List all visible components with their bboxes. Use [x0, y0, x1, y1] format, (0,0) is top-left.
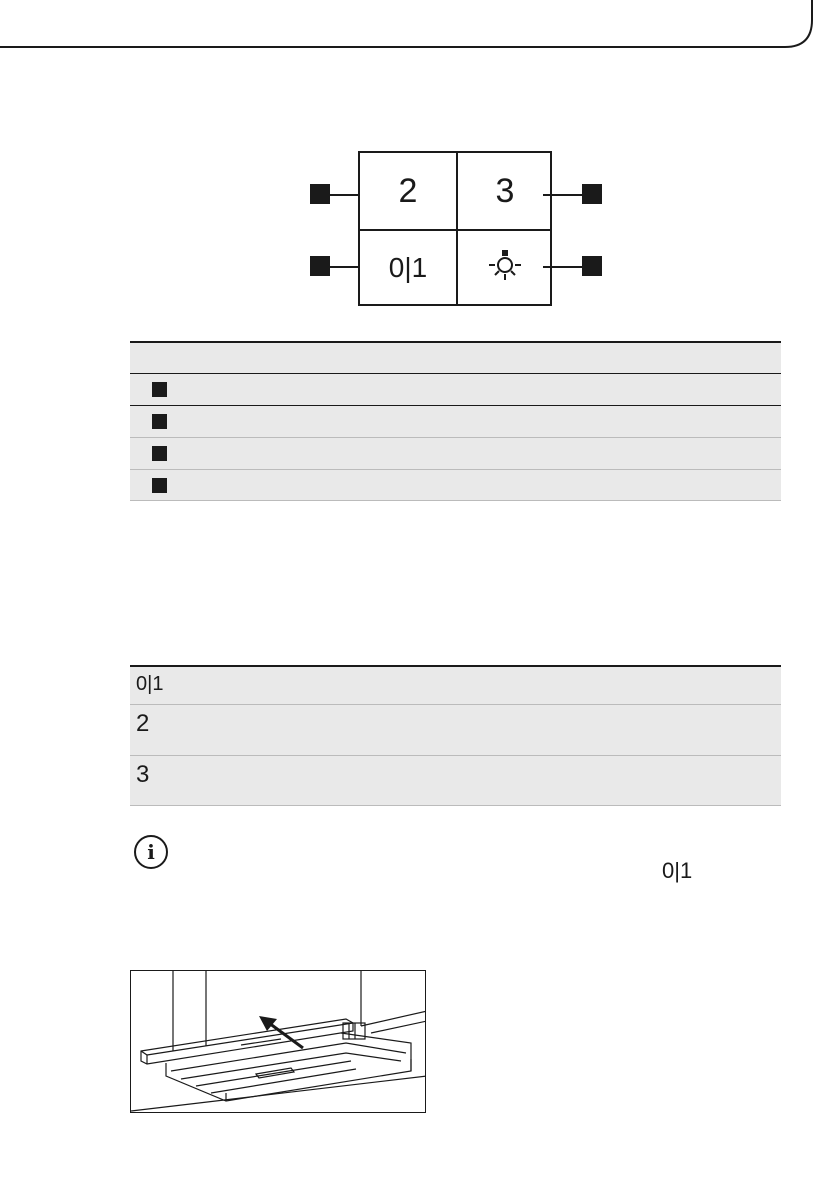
callout-marker-3 — [582, 184, 602, 204]
speed-2-symbol: 2 — [136, 710, 150, 737]
callout-marker-2 — [310, 256, 330, 276]
on-off-button[interactable]: 0|1 — [388, 252, 428, 283]
legend-marker-icon — [152, 382, 167, 397]
table-row — [130, 405, 781, 437]
callout-line-1 — [330, 194, 358, 196]
legend-marker-icon — [152, 446, 167, 461]
table-row — [130, 373, 781, 405]
info-icon: i — [134, 835, 168, 869]
legend-marker-icon — [152, 414, 167, 429]
speed-table — [130, 665, 781, 806]
table-row — [130, 469, 781, 501]
callout-marker-1 — [310, 184, 330, 204]
cooker-hood-illustration — [130, 970, 426, 1113]
legend-marker-icon — [152, 478, 167, 493]
table-row — [130, 704, 781, 755]
speed-3-button[interactable]: 3 — [495, 171, 515, 210]
light-bulb-icon — [484, 247, 526, 289]
speed-3-symbol: 3 — [136, 761, 150, 788]
table-row — [130, 665, 781, 704]
on-off-symbol: 0|1 — [136, 673, 164, 695]
table-row — [130, 437, 781, 469]
light-button[interactable] — [457, 230, 553, 306]
callout-line-2 — [330, 266, 358, 268]
panel-legend-table — [130, 341, 781, 501]
callout-line-3 — [543, 194, 582, 196]
table-header-row — [130, 341, 781, 373]
callout-marker-4 — [582, 256, 602, 276]
callout-line-4 — [543, 266, 582, 268]
cooker-hood-extend-illustration — [131, 971, 426, 1113]
control-panel — [358, 151, 552, 306]
info-on-off-symbol: 0|1 — [662, 858, 693, 883]
table-row — [130, 755, 781, 806]
speed-2-button[interactable]: 2 — [398, 171, 418, 210]
